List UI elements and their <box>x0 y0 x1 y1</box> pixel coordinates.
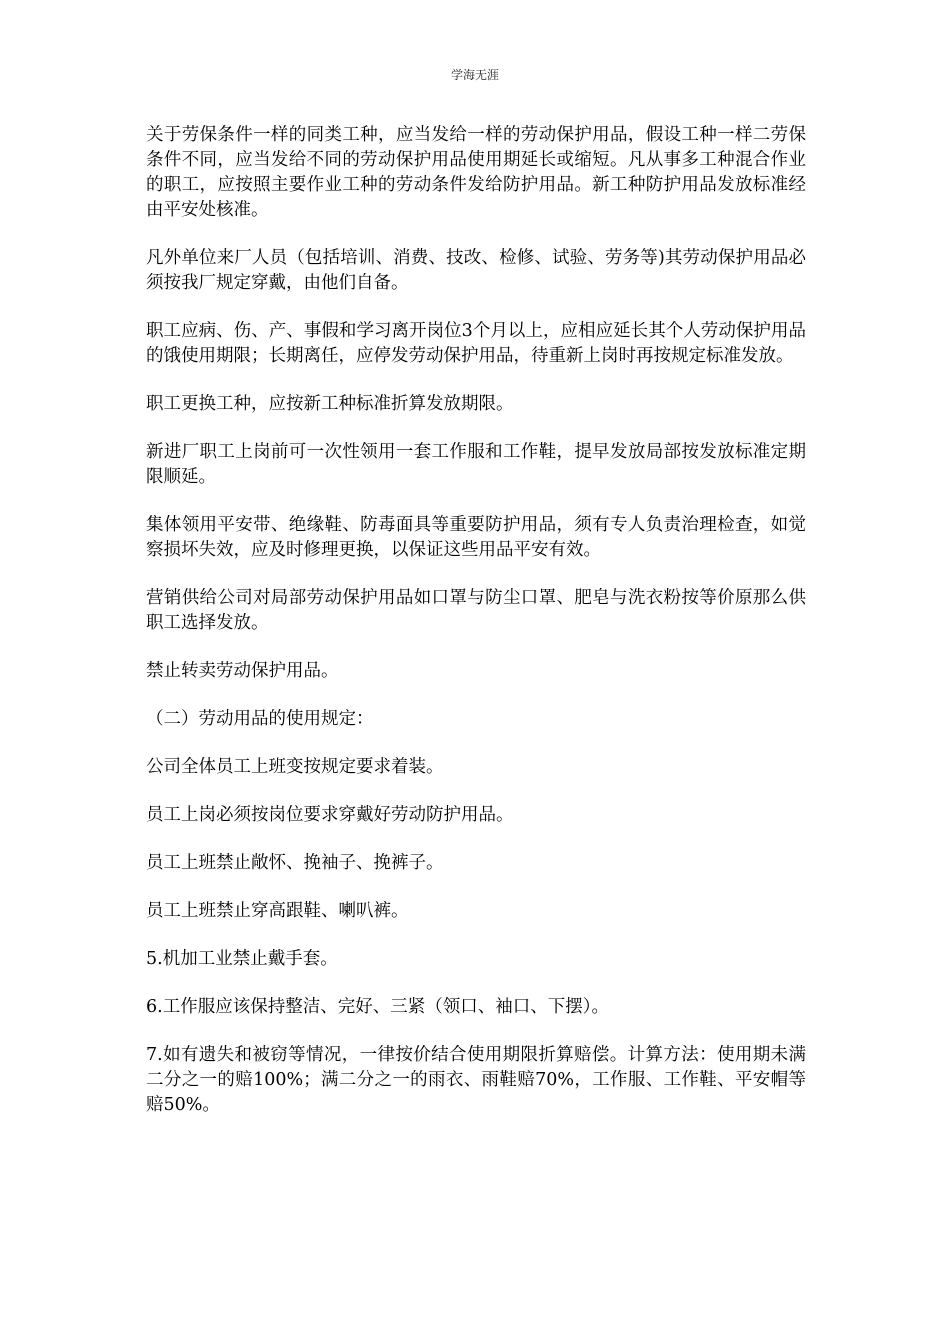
paragraph-no-high-heels: 员工上班禁止穿高跟鞋、喇叭裤。 <box>146 901 409 921</box>
paragraph-ppe-same-job-type: 关于劳保条件一样的同类工种，应当发给一样的劳动保护用品，假设工种一样二劳保条件不同，应当发给不同的劳动保护用品使用期延长或缩短。凡从事多工种混合作业的职工，应按照主要作业工种的劳动条件发给防护用品。新工种防护用品发放标准经由平安处核准。 <box>146 125 806 220</box>
paragraph-new-employee: 新进厂职工上岗前可一次性领用一套工作服和工作鞋，提早发放局部按发放标准定期限顺延。 <box>146 442 806 487</box>
paragraph-no-gloves-machining: 5.机加工业禁止戴手套。 <box>146 949 338 969</box>
paragraph-loss-compensation: 7.如有遗失和被窃等情况，一律按价结合使用期限折算赔偿。计算方法：使用期未满二分之一的赔100%；满二分之一的雨衣、雨鞋赔70%，工作服、工作鞋、平安帽等赔50%。 <box>146 1045 806 1115</box>
paragraph-no-open-clothing: 员工上班禁止敞怀、挽袖子、挽裤子。 <box>146 853 444 873</box>
paragraph-job-change: 职工更换工种，应按新工种标准折算发放期限。 <box>146 394 514 414</box>
page-header: 学海无涯 <box>450 68 499 82</box>
paragraph-supply-company: 营销供给公司对局部劳动保护用品如口罩与防尘口罩、肥皂与洗衣粉按等价原那么供职工选择发放。 <box>146 588 806 633</box>
document-body <box>146 123 806 1141</box>
paragraph-dress-code: 公司全体员工上班变按规定要求着装。 <box>146 757 444 777</box>
paragraph-no-resale: 禁止转卖劳动保护用品。 <box>146 661 339 681</box>
paragraph-wear-ppe: 员工上岗必须按岗位要求穿戴好劳动防护用品。 <box>146 805 514 825</box>
paragraph-workwear-tidy: 6.工作服应该保持整洁、完好、三紧（领口、袖口、下摆）。 <box>146 997 609 1017</box>
paragraph-external-personnel: 凡外单位来厂人员（包括培训、消费、技改、检修、试验、劳务等)其劳动保护用品必须按我厂规定穿戴，由他们自备。 <box>146 248 806 293</box>
paragraph-collective-equipment: 集体领用平安带、绝缘鞋、防毒面具等重要防护用品，须有专人负责治理检查，如觉察损坏失效，应及时修理更换，以保证这些用品平安有效。 <box>146 515 806 560</box>
section-heading-usage-rules: （二）劳动用品的使用规定： <box>146 709 374 729</box>
paragraph-leave-extension: 职工应病、伤、产、事假和学习离开岗位3个月以上，应相应延长其个人劳动保护用品的饿使用期限；长期离任，应停发劳动保护用品，待重新上岗时再按规定标准发放。 <box>146 321 806 366</box>
